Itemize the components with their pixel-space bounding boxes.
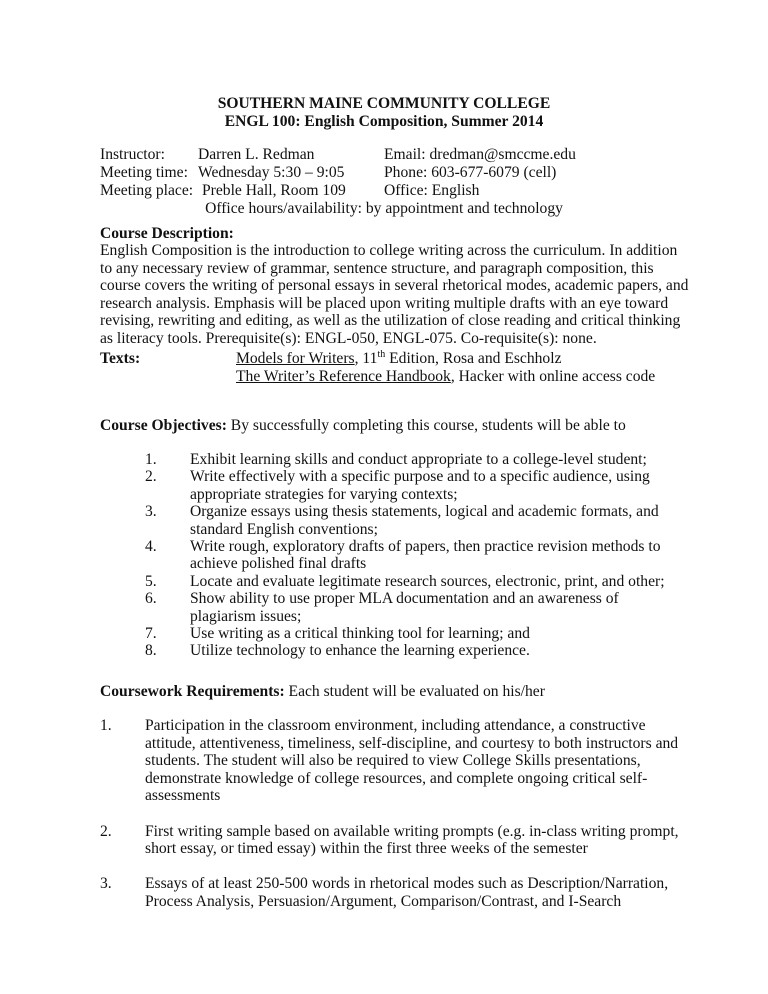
objective-text: Show ability to use proper MLA documentation and an awareness of: [190, 590, 619, 608]
objective-text: appropriate strategies for varying contexts;: [190, 485, 458, 503]
office: Office: English: [384, 182, 480, 199]
course-title: ENGL 100: English Composition, Summer 2014: [224, 113, 544, 130]
objective-number: 2.: [145, 468, 157, 486]
description-line: course covers the writing of personal essays in several rhetorical modes, academic papers, and: [100, 277, 689, 295]
objective-number: 3.: [145, 503, 157, 521]
objective-text: Exhibit learning skills and conduct appropriate to a college-level student;: [190, 451, 647, 468]
objective-text: achieve polished final drafts: [190, 555, 367, 573]
objective-number: 6.: [145, 590, 157, 608]
objective-number: 8.: [145, 642, 157, 660]
requirement-text: First writing sample based on available writing prompts (e.g. in-class writing prompt,: [145, 822, 679, 840]
objective-text: Utilize technology to enhance the learning experience.: [190, 642, 530, 660]
requirement-text: demonstrate knowledge of college resources, and complete ongoing critical self-: [145, 769, 648, 787]
requirement-text: short essay, or timed essay) within the first three weeks of the semester: [145, 840, 588, 858]
textbook-2: [236, 368, 655, 386]
meeting-time-label: Meeting time:: [100, 164, 188, 181]
description-line: as literacy tools. Prerequisite(s): ENGL-050, ENGL-075. Co-requisite(s): none.: [100, 330, 597, 347]
instructor-name: Darren L. Redman: [198, 146, 315, 163]
college-title: SOUTHERN MAINE COMMUNITY COLLEGE: [217, 95, 551, 112]
objective-number: 7.: [145, 625, 157, 642]
meeting-place: Preble Hall, Room 109: [202, 182, 346, 199]
objective-text: Write effectively with a specific purpose and to a specific audience, using: [190, 468, 650, 486]
description-line: revising, rewriting and editing, as well as the utilization of close reading and critical thinking: [100, 312, 681, 330]
objective-number: 5.: [145, 572, 157, 590]
objective-text: plagiarism issues;: [190, 607, 302, 625]
objective-text: Use writing as a critical thinking tool for learning; and: [190, 625, 530, 642]
textbook-2-title: The Writer’s Reference Handbook: [236, 368, 451, 385]
requirements-heading: Coursework Requirements:: [100, 683, 285, 700]
textbook-1-edition: , 11: [354, 350, 378, 367]
instructor-label: Instructor:: [100, 146, 165, 163]
textbook-2-authors: , Hacker with online access code: [450, 368, 656, 385]
description-line: research analysis. Emphasis will be placed upon writing multiple drafts with an eye toward: [100, 294, 669, 312]
requirement-number: 1.: [100, 717, 112, 734]
objectives-heading: Course Objectives:: [100, 417, 227, 434]
requirement-text: assessments: [145, 787, 221, 805]
requirement-number: 3.: [100, 875, 112, 893]
objective-text: Write rough, exploratory drafts of papers, then practice revision methods to: [190, 538, 661, 555]
textbook-1-authors: Edition, Rosa and Eschholz: [385, 350, 562, 367]
requirement-number: 2.: [100, 822, 112, 840]
objectives-intro: [100, 417, 626, 435]
meeting-place-label: Meeting place:: [100, 182, 194, 199]
description-heading: Course Description:: [100, 225, 234, 242]
requirement-text: Essays of at least 250-500 words in rhetorical modes such as Description/Narration,: [145, 875, 669, 893]
textbook-1-title: Models for Writers: [236, 350, 355, 367]
objective-text: standard English conventions;: [190, 520, 378, 538]
textbook-1: [236, 350, 562, 368]
phone: Phone: 603-677-6079 (cell): [384, 164, 557, 181]
objective-text: Organize essays using thesis statements, logical and academic formats, and: [190, 503, 659, 521]
requirement-text: attitude, attentiveness, timeliness, self-discipline, and courtesy to both instructors and: [145, 734, 679, 752]
requirements-intro-text: Each student will be evaluated on his/her: [284, 683, 545, 700]
textbook-1-edition-sup: th: [377, 348, 386, 360]
description-line: English Composition is the introduction to college writing across the curriculum. In addition: [100, 242, 678, 259]
description-line: to any necessary review of grammar, sentence structure, and paragraph composition, this: [100, 259, 654, 277]
meeting-time: Wednesday 5:30 – 9:05: [198, 164, 345, 181]
objective-number: 4.: [145, 538, 157, 555]
office-hours: Office hours/availability: by appointment and technology: [205, 200, 563, 217]
requirement-text: students. The student will also be required to view College Skills presentations,: [145, 752, 641, 770]
requirement-text: Process Analysis, Persuasion/Argument, Comparison/Contrast, and I-Search: [145, 893, 622, 910]
objective-text: Locate and evaluate legitimate research sources, electronic, print, and other;: [190, 572, 665, 590]
objectives-intro-text: By successfully completing this course, students will be able to: [226, 417, 626, 434]
objective-number: 1.: [145, 451, 157, 468]
texts-label: Texts:: [100, 350, 141, 367]
requirements-intro: [100, 683, 545, 701]
email: Email: dredman@smccme.edu: [384, 146, 576, 163]
requirement-text: Participation in the classroom environment, including attendance, a constructive: [145, 717, 646, 734]
